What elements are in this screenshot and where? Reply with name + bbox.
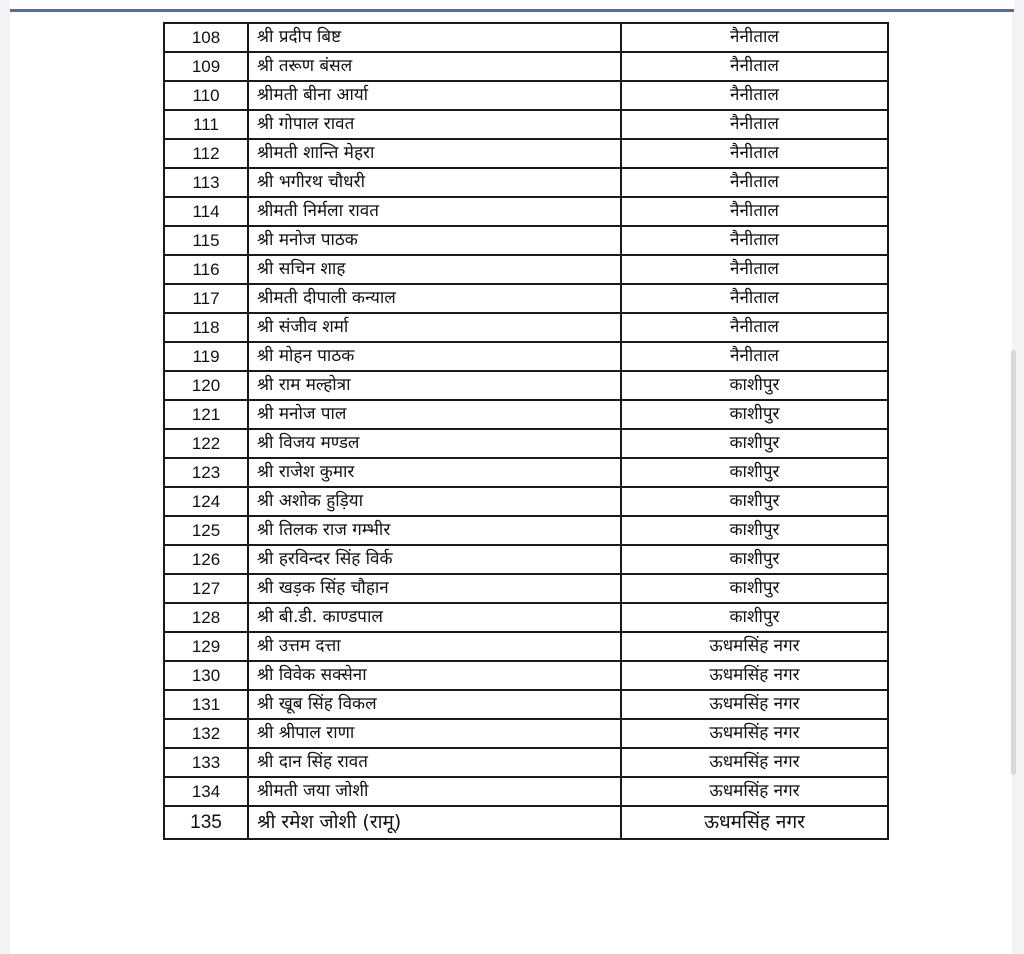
table-row (164, 487, 888, 516)
member-name: श्री राजेश कुमार (248, 458, 621, 487)
table-row (164, 81, 888, 110)
member-name: श्री उत्तम दत्ता (248, 632, 621, 661)
serial-number: 111 (164, 110, 248, 139)
serial-number: 129 (164, 632, 248, 661)
member-place: ऊधमसिंह नगर (621, 632, 888, 661)
serial-number: 133 (164, 748, 248, 777)
table-row (164, 313, 888, 342)
member-name: श्री खूब सिंह विकल (248, 690, 621, 719)
member-name: श्री अशोक हुड़िया (248, 487, 621, 516)
member-name: श्रीमती जया जोशी (248, 777, 621, 806)
member-place: काशीपुर (621, 429, 888, 458)
table-row (164, 429, 888, 458)
serial-number: 132 (164, 719, 248, 748)
member-name: श्रीमती शान्ति मेहरा (248, 139, 621, 168)
serial-number: 116 (164, 255, 248, 284)
member-name: श्री दान सिंह रावत (248, 748, 621, 777)
member-name: श्री खड़क सिंह चौहान (248, 574, 621, 603)
serial-number: 110 (164, 81, 248, 110)
member-place: नैनीताल (621, 23, 888, 52)
member-name: श्री विजय मण्डल (248, 429, 621, 458)
table-row (164, 574, 888, 603)
table-row (164, 748, 888, 777)
member-table (163, 22, 889, 840)
member-place: ऊधमसिंह नगर (621, 690, 888, 719)
table-row (164, 400, 888, 429)
table-row (164, 139, 888, 168)
member-name: श्रीमती बीना आर्या (248, 81, 621, 110)
member-table-body (164, 23, 888, 839)
serial-number: 115 (164, 226, 248, 255)
vertical-scrollbar[interactable] (1011, 350, 1016, 775)
table-row (164, 545, 888, 574)
serial-number: 120 (164, 371, 248, 400)
member-place: काशीपुर (621, 400, 888, 429)
table-row (164, 371, 888, 400)
page-top-border (10, 0, 1014, 12)
table-row (164, 806, 888, 839)
member-place: काशीपुर (621, 487, 888, 516)
serial-number: 126 (164, 545, 248, 574)
member-name: श्री रमेश जोशी (रामू) (248, 806, 621, 839)
serial-number: 112 (164, 139, 248, 168)
member-place: ऊधमसिंह नगर (621, 806, 888, 839)
serial-number: 109 (164, 52, 248, 81)
serial-number: 125 (164, 516, 248, 545)
serial-number: 108 (164, 23, 248, 52)
member-name: श्री तरूण बंसल (248, 52, 621, 81)
table-row (164, 226, 888, 255)
member-place: नैनीताल (621, 284, 888, 313)
member-place: नैनीताल (621, 139, 888, 168)
member-place: नैनीताल (621, 52, 888, 81)
table-row (164, 458, 888, 487)
table-row (164, 603, 888, 632)
serial-number: 118 (164, 313, 248, 342)
member-place: ऊधमसिंह नगर (621, 777, 888, 806)
member-name: श्री हरविन्दर सिंह विर्क (248, 545, 621, 574)
serial-number: 134 (164, 777, 248, 806)
member-place: नैनीताल (621, 168, 888, 197)
serial-number: 122 (164, 429, 248, 458)
member-name: श्री गोपाल रावत (248, 110, 621, 139)
serial-number: 130 (164, 661, 248, 690)
table-row (164, 197, 888, 226)
member-place: नैनीताल (621, 255, 888, 284)
member-place: नैनीताल (621, 110, 888, 139)
member-place: काशीपुर (621, 371, 888, 400)
member-place: काशीपुर (621, 603, 888, 632)
member-place: नैनीताल (621, 226, 888, 255)
member-name: श्री श्रीपाल राणा (248, 719, 621, 748)
serial-number: 131 (164, 690, 248, 719)
member-place: ऊधमसिंह नगर (621, 661, 888, 690)
table-row (164, 342, 888, 371)
member-name: श्री मनोज पाल (248, 400, 621, 429)
member-name: श्री भगीरथ चौधरी (248, 168, 621, 197)
table-row (164, 632, 888, 661)
table-row (164, 516, 888, 545)
serial-number: 127 (164, 574, 248, 603)
member-place: नैनीताल (621, 342, 888, 371)
member-name: श्री सचिन शाह (248, 255, 621, 284)
serial-number: 135 (164, 806, 248, 839)
member-place: काशीपुर (621, 516, 888, 545)
table-row (164, 719, 888, 748)
serial-number: 113 (164, 168, 248, 197)
table-row (164, 168, 888, 197)
serial-number: 119 (164, 342, 248, 371)
member-name: श्री मनोज पाठक (248, 226, 621, 255)
table-row (164, 690, 888, 719)
serial-number: 114 (164, 197, 248, 226)
table-row (164, 110, 888, 139)
member-name: श्री संजीव शर्मा (248, 313, 621, 342)
member-name: श्रीमती निर्मला रावत (248, 197, 621, 226)
member-name: श्री राम मल्होत्रा (248, 371, 621, 400)
member-name: श्री बी.डी. काण्डपाल (248, 603, 621, 632)
member-place: काशीपुर (621, 458, 888, 487)
serial-number: 117 (164, 284, 248, 313)
member-name: श्री तिलक राज गम्भीर (248, 516, 621, 545)
member-place: काशीपुर (621, 574, 888, 603)
member-place: ऊधमसिंह नगर (621, 719, 888, 748)
table-row (164, 661, 888, 690)
serial-number: 128 (164, 603, 248, 632)
table-row (164, 255, 888, 284)
member-name: श्रीमती दीपाली कन्याल (248, 284, 621, 313)
member-name: श्री प्रदीप बिष्ट (248, 23, 621, 52)
table-row (164, 777, 888, 806)
member-place: नैनीताल (621, 313, 888, 342)
member-name: श्री विवेक सक्सेना (248, 661, 621, 690)
serial-number: 124 (164, 487, 248, 516)
serial-number: 121 (164, 400, 248, 429)
table-row (164, 284, 888, 313)
member-place: नैनीताल (621, 197, 888, 226)
member-place: काशीपुर (621, 545, 888, 574)
member-place: नैनीताल (621, 81, 888, 110)
table-row (164, 23, 888, 52)
table-row (164, 52, 888, 81)
member-place: ऊधमसिंह नगर (621, 748, 888, 777)
serial-number: 123 (164, 458, 248, 487)
member-name: श्री मोहन पाठक (248, 342, 621, 371)
